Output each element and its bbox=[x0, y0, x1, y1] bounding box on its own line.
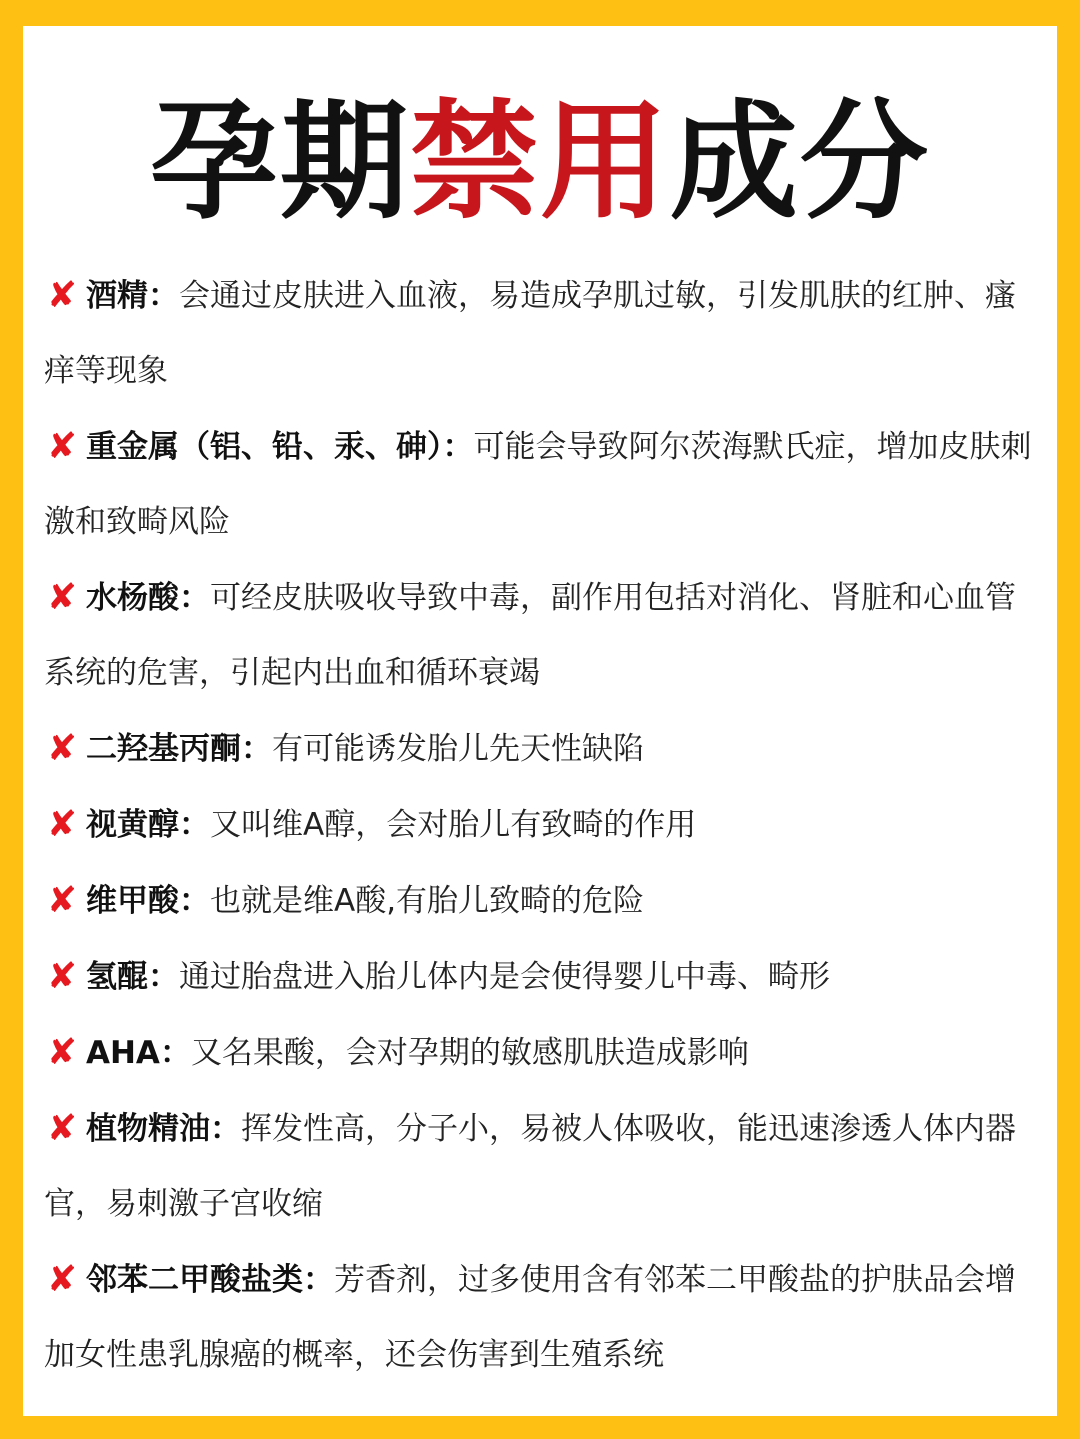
list-item bbox=[44, 863, 1034, 939]
item-separator: ： bbox=[179, 807, 210, 843]
list-item bbox=[44, 711, 1034, 787]
item-separator: ： bbox=[241, 731, 272, 767]
cross-mark-icon: ✘ bbox=[46, 1032, 78, 1073]
cross-mark-icon: ✘ bbox=[46, 956, 78, 997]
ingredient-description: 挥发性高，分子小，易被人体吸收，能迅速渗透人体内器官，易刺激子宫收缩 bbox=[44, 1111, 1016, 1222]
ingredient-name: 重金属（铝、铅、汞、砷） bbox=[86, 429, 443, 465]
item-separator: ： bbox=[442, 429, 474, 465]
ingredient-name: 氢醌 bbox=[86, 959, 148, 995]
item-separator: ： bbox=[179, 883, 210, 919]
cross-mark-icon: ✘ bbox=[46, 1259, 78, 1300]
title-part-3: 成分 bbox=[670, 88, 931, 237]
ingredient-description: 通过胎盘进入胎儿体内是会使得婴儿中毒、畸形 bbox=[179, 959, 830, 995]
list-item bbox=[44, 1015, 1034, 1091]
cross-mark-icon: ✘ bbox=[46, 577, 78, 618]
cross-mark-icon: ✘ bbox=[46, 275, 78, 316]
list-item bbox=[44, 560, 1034, 711]
content-card bbox=[23, 26, 1057, 1416]
ingredient-description: 又叫维A醇，会对胎儿有致畸的作用 bbox=[210, 807, 697, 843]
list-item bbox=[44, 1091, 1034, 1242]
item-separator: ： bbox=[148, 959, 179, 995]
item-separator: ： bbox=[179, 580, 210, 616]
list-item bbox=[44, 258, 1034, 409]
list-item bbox=[44, 787, 1034, 863]
cross-mark-icon: ✘ bbox=[46, 728, 78, 769]
item-separator: ： bbox=[303, 1262, 334, 1298]
ingredient-description: 又名果酸，会对孕期的敏感肌肤造成影响 bbox=[190, 1035, 749, 1071]
list-item bbox=[44, 409, 1034, 560]
cross-mark-icon: ✘ bbox=[46, 1108, 78, 1149]
ingredient-name: 视黄醇 bbox=[86, 807, 179, 843]
list-item bbox=[44, 1242, 1034, 1393]
page-title bbox=[23, 88, 1057, 238]
ingredient-description: 会通过皮肤进入血液，易造成孕肌过敏，引发肌肤的红肿、瘙痒等现象 bbox=[44, 278, 1016, 389]
cross-mark-icon: ✘ bbox=[46, 880, 78, 921]
title-part-1: 孕期 bbox=[149, 88, 410, 237]
title-highlight: 禁用 bbox=[409, 88, 670, 237]
ingredient-name: 维甲酸 bbox=[86, 883, 179, 919]
ingredient-name: 酒精 bbox=[86, 278, 148, 314]
ingredient-description: 芳香剂，过多使用含有邻苯二甲酸盐的护肤品会增加女性患乳腺癌的概率，还会伤害到生殖系统 bbox=[44, 1262, 1016, 1373]
item-separator: ： bbox=[148, 278, 179, 314]
ingredient-name: 植物精油 bbox=[86, 1111, 210, 1147]
ingredient-name: 水杨酸 bbox=[86, 580, 179, 616]
cross-mark-icon: ✘ bbox=[46, 426, 78, 467]
item-separator: ： bbox=[210, 1111, 241, 1147]
ingredient-name: 邻苯二甲酸盐类 bbox=[86, 1262, 303, 1298]
list-item bbox=[44, 939, 1034, 1015]
ingredient-description: 有可能诱发胎儿先天性缺陷 bbox=[272, 731, 644, 767]
ingredient-list bbox=[44, 258, 1034, 1393]
item-separator: ： bbox=[159, 1035, 191, 1071]
ingredient-name: AHA bbox=[86, 1035, 160, 1071]
ingredient-name: 二羟基丙酮 bbox=[86, 731, 241, 767]
cross-mark-icon: ✘ bbox=[46, 804, 78, 845]
ingredient-description: 可经皮肤吸收导致中毒，副作用包括对消化、肾脏和心血管系统的危害，引起内出血和循环衰竭 bbox=[44, 580, 1016, 691]
ingredient-description: 可能会导致阿尔茨海默氏症，增加皮肤刺激和致畸风险 bbox=[44, 429, 1032, 540]
ingredient-description: 也就是维A酸,有胎儿致畸的危险 bbox=[210, 883, 645, 919]
